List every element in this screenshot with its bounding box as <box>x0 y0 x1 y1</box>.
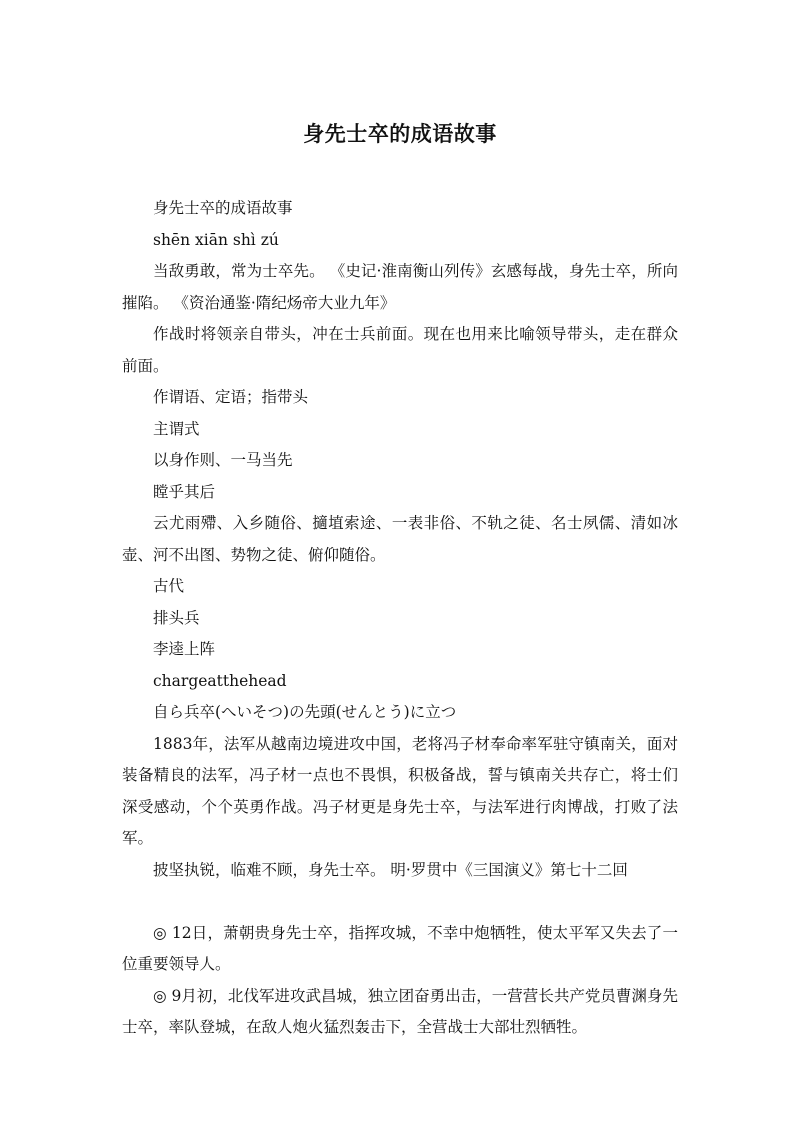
paragraph-usage: 作谓语、定语；指带头 <box>153 388 309 406</box>
paragraph-source: 当敌勇敢，常为士卒先。 《史记·淮南衡山列传》玄感每战，身先士卒，所向摧陷。 《资治通鉴·隋纪炀帝大业九年》 <box>122 262 678 312</box>
paragraph-english: chargeatthehead <box>153 671 287 690</box>
paragraph-synonyms: 以身作则、一马当先 <box>153 451 293 469</box>
paragraph-related-idioms: 云尤雨殢、入乡随俗、擿埴索途、一表非俗、不轨之徒、名士夙儒、清如冰壶、河不出图、势物之徒、俯仰随俗。 <box>122 514 678 564</box>
paragraph-riddle-answer: 排头兵 <box>153 608 200 627</box>
paragraph-antonyms: 瞠乎其后 <box>153 482 216 501</box>
paragraph-structure: 主谓式 <box>153 419 200 438</box>
paragraph-riddle: 李逵上阵 <box>153 640 216 658</box>
paragraph-heading: 身先士卒的成语故事 <box>153 199 293 217</box>
paragraph-era: 古代 <box>153 577 185 595</box>
paragraph-pinyin: shēn xiān shì zú <box>153 230 279 249</box>
paragraph-example-1: ◎ 12日，萧朝贵身先士卒，指挥攻城，不幸中炮牺牲，使太平军又失去了一位重要领导人。 <box>122 923 678 973</box>
paragraph-quote: 披坚执锐，临难不顾，身先士卒。 明·罗贯中《三国演义》第七十二回 <box>153 860 628 879</box>
document-body <box>122 193 678 1044</box>
paragraph-story: 1883年，法军从越南边境进攻中国，老将冯子材奉命率军驻守镇南关，面对装备精良的法军，冯子材一点也不畏惧，积极备战，誓与镇南关共存亡，将士们深受感动，个个英勇作战。冯子材更是身先士卒，与法军进行肉博战，打败了法军。 <box>122 734 678 847</box>
blank-line <box>122 886 678 918</box>
paragraph-japanese: 自ら兵卒(へいそつ)の先頭(せんとう)に立つ <box>153 703 457 721</box>
document-title: 身先士卒的成语故事 <box>303 122 497 146</box>
paragraph-example-2: ◎ 9月初，北伐军进攻武昌城，独立团奋勇出击，一营营长共产党员曹渊身先士卒，率队登城，在敌人炮火猛烈轰击下，全营战士大部壮烈牺牲。 <box>122 986 678 1036</box>
paragraph-meaning: 作战时将领亲自带头，冲在士兵前面。现在也用来比喻领导带头，走在群众前面。 <box>122 325 678 375</box>
